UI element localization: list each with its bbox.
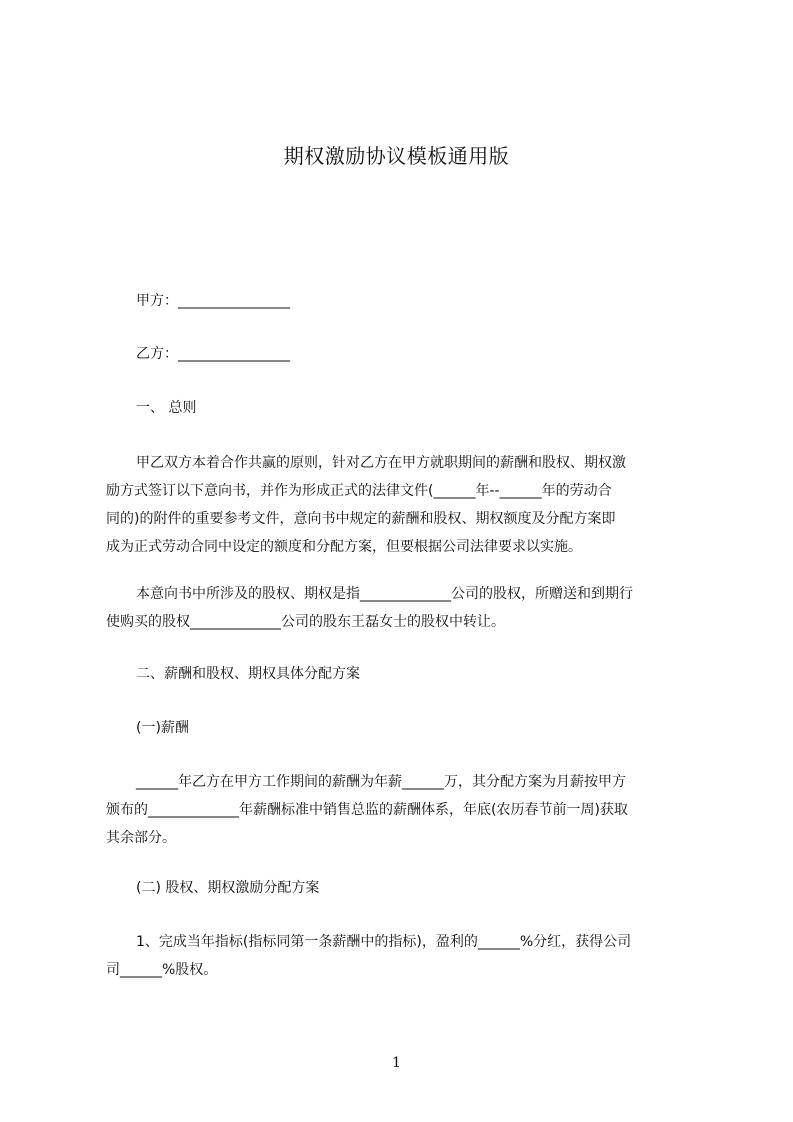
subsection-2-item-1 bbox=[106, 928, 702, 984]
paragraph-line: 甲乙双方本着合作共赢的原则，针对乙方在甲方就职期间的薪酬和股权、期权激 bbox=[136, 455, 626, 471]
section-1-paragraph-2 bbox=[106, 580, 702, 636]
paragraph-line: 励方式签订以下意向书，并作为形成正式的法律文件(______年--______年的劳动合 bbox=[106, 483, 612, 499]
section-2-heading: 二、薪酬和股权、期权具体分配方案 bbox=[136, 666, 360, 682]
paragraph-line: 司______%股权。 bbox=[106, 962, 218, 978]
paragraph-line: 颁布的_____________年薪酬标准中销售总监的薪酬体系，年底(农历春节前一周)获取 bbox=[106, 802, 628, 818]
paragraph-line: 其余部分。 bbox=[106, 830, 176, 846]
document-title: 期权激励协议模板通用版 bbox=[283, 144, 510, 168]
section-1-paragraph-1 bbox=[106, 449, 702, 561]
page-number: 1 bbox=[392, 1055, 401, 1071]
subsection-1-paragraph bbox=[106, 768, 702, 852]
paragraph-line: 本意向书中所涉及的股权、期权是指_____________公司的股权，所赠送和到期行 bbox=[136, 586, 633, 602]
party-b-line: 乙方：________________ bbox=[136, 346, 290, 362]
party-a-line: 甲方：________________ bbox=[136, 293, 290, 309]
paragraph-line: 成为正式劳动合同中设定的额度和分配方案，但要根据公司法律要求以实施。 bbox=[106, 539, 582, 555]
subsection-2-heading: (二) 股权、期权激励分配方案 bbox=[136, 880, 320, 896]
paragraph-line: 1、完成当年指标(指标同第一条薪酬中的指标)，盈利的______%分红，获得公司 bbox=[136, 934, 632, 950]
paragraph-line: ______年乙方在甲方工作期间的薪酬为年薪______万，其分配方案为月薪按甲方 bbox=[136, 774, 626, 790]
section-1-heading: 一、 总则 bbox=[136, 400, 197, 416]
subsection-1-heading: (一)薪酬 bbox=[136, 720, 189, 736]
paragraph-line: 使购买的股权_____________公司的股东王磊女士的股权中转让。 bbox=[106, 614, 505, 630]
paragraph-line: 同的)的附件的重要参考文件，意向书中规定的薪酬和股权、期权额度及分配方案即 bbox=[106, 511, 616, 527]
